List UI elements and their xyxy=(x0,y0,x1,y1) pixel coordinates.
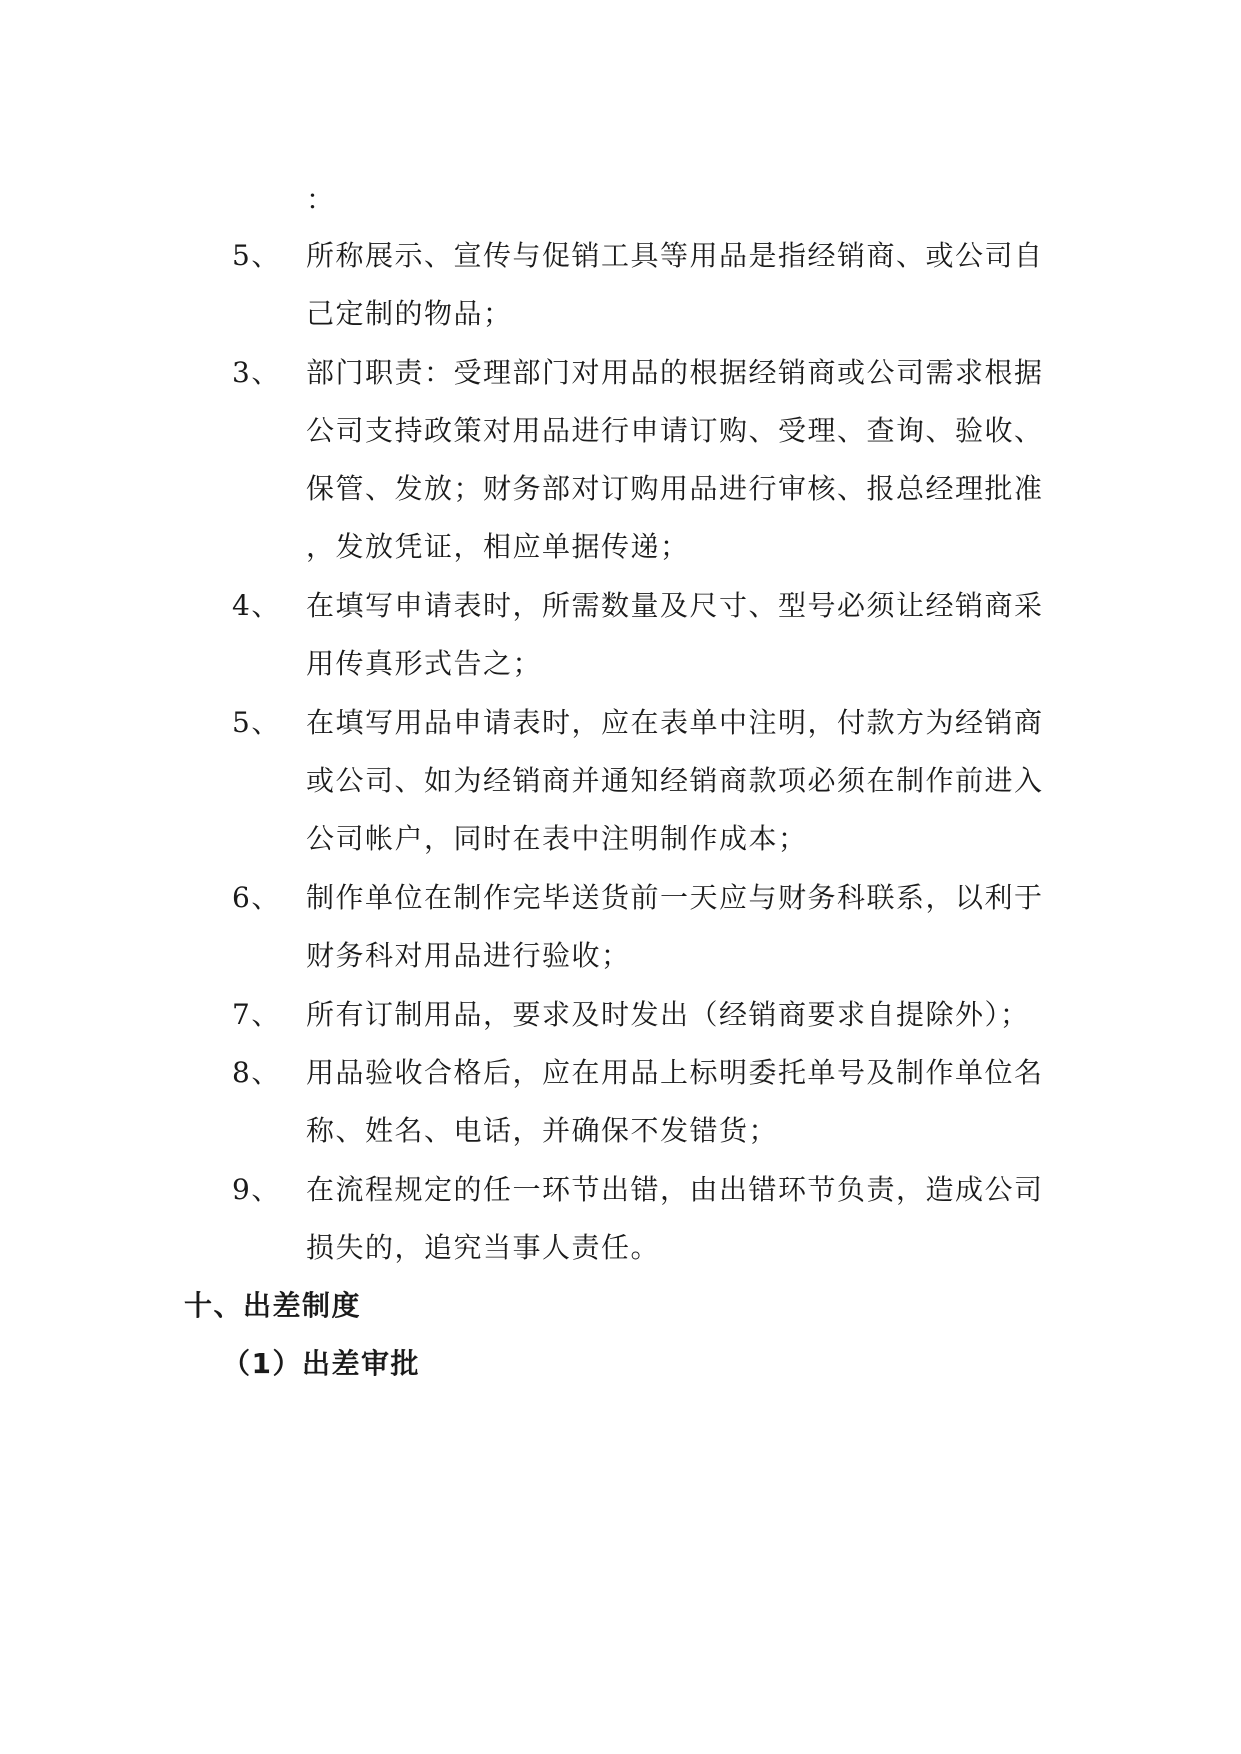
item-text: 部门职责：受理部门对用品的根据经销商或公司需求根据 xyxy=(306,356,1044,389)
section-heading: 十、出差制度 xyxy=(184,1289,362,1322)
item-text-continuation: 财务科对用品进行验收； xyxy=(306,939,631,972)
item-text-continuation: 公司帐户，同时在表中注明制作成本； xyxy=(306,822,808,855)
item-text: 在流程规定的任一环节出错，由出错环节负责，造成公司 xyxy=(306,1173,1044,1206)
subsection-heading: （1）出差审批 xyxy=(222,1347,420,1380)
item-text-continuation: 用传真形式告之； xyxy=(306,647,543,680)
item-text-continuation: 公司支持政策对用品进行申请订购、受理、查询、验收、 xyxy=(306,414,1044,447)
item-text-continuation: ，发放凭证，相应单据传递； xyxy=(306,530,690,563)
item-text: 用品验收合格后，应在用品上标明委托单号及制作单位名 xyxy=(306,1056,1044,1089)
item-number: 3、 xyxy=(232,356,281,389)
item-number: 5、 xyxy=(232,706,281,739)
item-text: 制作单位在制作完毕送货前一天应与财务科联系，以利于 xyxy=(306,881,1044,914)
item-number: 9、 xyxy=(232,1173,281,1206)
item-text-continuation: 称、姓名、电话，并确保不发错货； xyxy=(306,1114,779,1147)
item-text: 所称展示、宣传与促销工具等用品是指经销商、或公司自 xyxy=(306,239,1044,272)
continuation-line: ： xyxy=(306,183,336,216)
item-text: 在填写用品申请表时，应在表单中注明，付款方为经销商 xyxy=(306,706,1044,739)
item-number: 8、 xyxy=(232,1056,281,1089)
item-number: 7、 xyxy=(232,998,281,1031)
item-text: 所有订制用品，要求及时发出（经销商要求自提除外）； xyxy=(306,998,1030,1031)
item-text: 在填写申请表时，所需数量及尺寸、型号必须让经销商采 xyxy=(306,589,1044,622)
item-text-continuation: 己定制的物品； xyxy=(306,297,513,330)
item-number: 4、 xyxy=(232,589,281,622)
item-text-continuation: 或公司、如为经销商并通知经销商款项必须在制作前进入 xyxy=(306,764,1044,797)
item-text-continuation: 保管、发放；财务部对订购用品进行审核、报总经理批准 xyxy=(306,472,1044,505)
item-number: 5、 xyxy=(232,239,281,272)
item-text-continuation: 损失的，追究当事人责任。 xyxy=(306,1231,661,1264)
item-number: 6、 xyxy=(232,881,281,914)
